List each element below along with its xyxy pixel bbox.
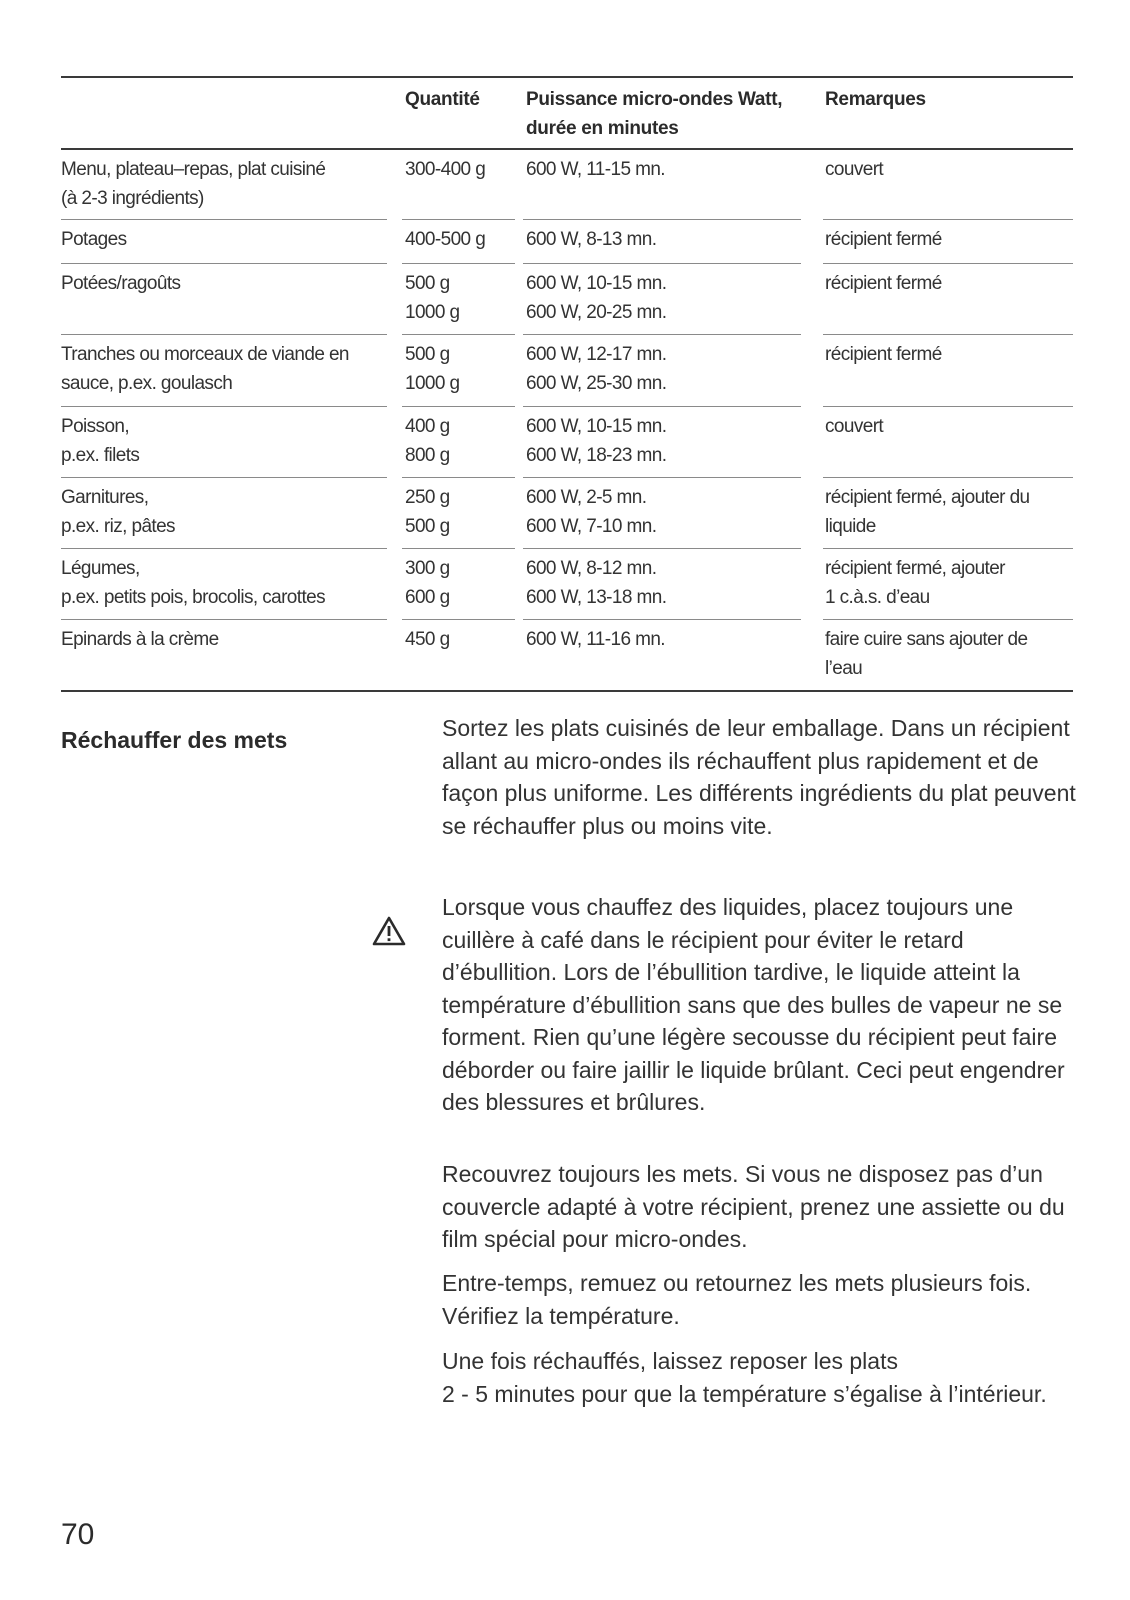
table-row (61, 264, 1073, 335)
cell-quantity: 300-400 g (405, 159, 486, 180)
paragraph-warning: Lorsque vous chauffez des liquides, placez toujours une cuillère à café dans le récipient pour éviter le retard d’ébullition. Lors de l’ébullition tardive, le liquide atteint la température d’ébullition sans que des bulles de vapeur ne se forment. Rien qu’une légère secousse du récipient peut faire déborder ou faire jaillir le liquide brûlant. Ceci peut engendrer des blessures et brûlures. (442, 894, 1065, 1115)
header-quantity: Quantité (405, 89, 480, 110)
cell-quantity: 250 g 500 g (405, 487, 450, 537)
table-row (61, 150, 1073, 220)
section-heading: Réchauffer des mets (61, 727, 288, 753)
table-row (61, 407, 1073, 478)
cell-power: 600 W, 8-12 mn. 600 W, 13-18 mn. (526, 558, 667, 608)
cell-power: 600 W, 2-5 mn. 600 W, 7-10 mn. (526, 487, 657, 537)
cell-quantity: 500 g 1000 g (405, 344, 460, 394)
paragraph-intro: Sortez les plats cuisinés de leur emballage. Dans un récipient allant au micro-ondes ils réchauffent plus rapidement et de façon plus uniforme. Les différents ingrédients du plat peuvent se réchauffer plus ou moins vite. (442, 715, 1076, 839)
cell-remark: récipient fermé, ajouter du liquide (825, 487, 1030, 537)
paragraph-stir: Entre-temps, remuez ou retournez les mets plusieurs fois. Vérifiez la température. (442, 1270, 1032, 1329)
cell-remark: faire cuire sans ajouter de l’eau (825, 629, 1028, 679)
header-power: Puissance micro-ondes Watt, durée en minutes (526, 89, 783, 139)
page-number: 70 (61, 1518, 95, 1551)
cell-food: Légumes, p.ex. petits pois, brocolis, carottes (61, 558, 325, 608)
header-remarks: Remarques (825, 89, 926, 110)
cell-remark: récipient fermé (825, 273, 942, 294)
cell-power: 600 W, 12-17 mn. 600 W, 25-30 mn. (526, 344, 667, 394)
table-row (61, 478, 1073, 549)
table-top-rule (61, 76, 1073, 78)
cell-power: 600 W, 8-13 mn. (526, 229, 657, 250)
cell-power: 600 W, 11-16 mn. (526, 629, 665, 650)
cell-food: Menu, plateau–repas, plat cuisiné (à 2-3 ingrédients) (61, 159, 326, 209)
cell-quantity: 450 g (405, 629, 450, 650)
cell-quantity: 400-500 g (405, 229, 486, 250)
table-row (61, 549, 1073, 620)
cell-food: Epinards à la crème (61, 629, 219, 650)
cell-food: Garnitures, p.ex. riz, pâtes (61, 487, 175, 537)
warning-triangle-icon (372, 916, 406, 946)
paragraph-cover: Recouvrez toujours les mets. Si vous ne disposez pas d’un couvercle adapté à votre récipient, prenez une assiette ou du film spécial pour micro-ondes. (442, 1161, 1065, 1252)
cell-remark: couvert (825, 159, 884, 180)
cell-remark: récipient fermé (825, 344, 942, 365)
cell-food: Poisson, p.ex. filets (61, 416, 140, 466)
cell-quantity: 400 g 800 g (405, 416, 450, 466)
table-row (61, 220, 1073, 264)
cell-power: 600 W, 11-15 mn. (526, 159, 665, 180)
cell-food: Potées/ragoûts (61, 273, 181, 294)
cell-food: Potages (61, 229, 127, 250)
table-row (61, 335, 1073, 407)
cell-remark: couvert (825, 416, 884, 437)
cell-food: Tranches ou morceaux de viande en sauce, p.ex. goulasch (61, 344, 349, 394)
cell-remark: récipient fermé (825, 229, 942, 250)
cell-power: 600 W, 10-15 mn. 600 W, 20-25 mn. (526, 273, 667, 323)
cell-quantity: 300 g 600 g (405, 558, 450, 608)
cell-remark: récipient fermé, ajouter 1 c.à.s. d’eau (825, 558, 1005, 608)
cell-quantity: 500 g 1000 g (405, 273, 460, 323)
paragraph-rest: Une fois réchauffés, laissez reposer les plats 2 - 5 minutes pour que la température s’égalise à l’intérieur. (442, 1348, 1047, 1407)
cell-power: 600 W, 10-15 mn. 600 W, 18-23 mn. (526, 416, 667, 466)
table-bottom-rule (61, 690, 1073, 692)
table-row (61, 620, 1073, 690)
